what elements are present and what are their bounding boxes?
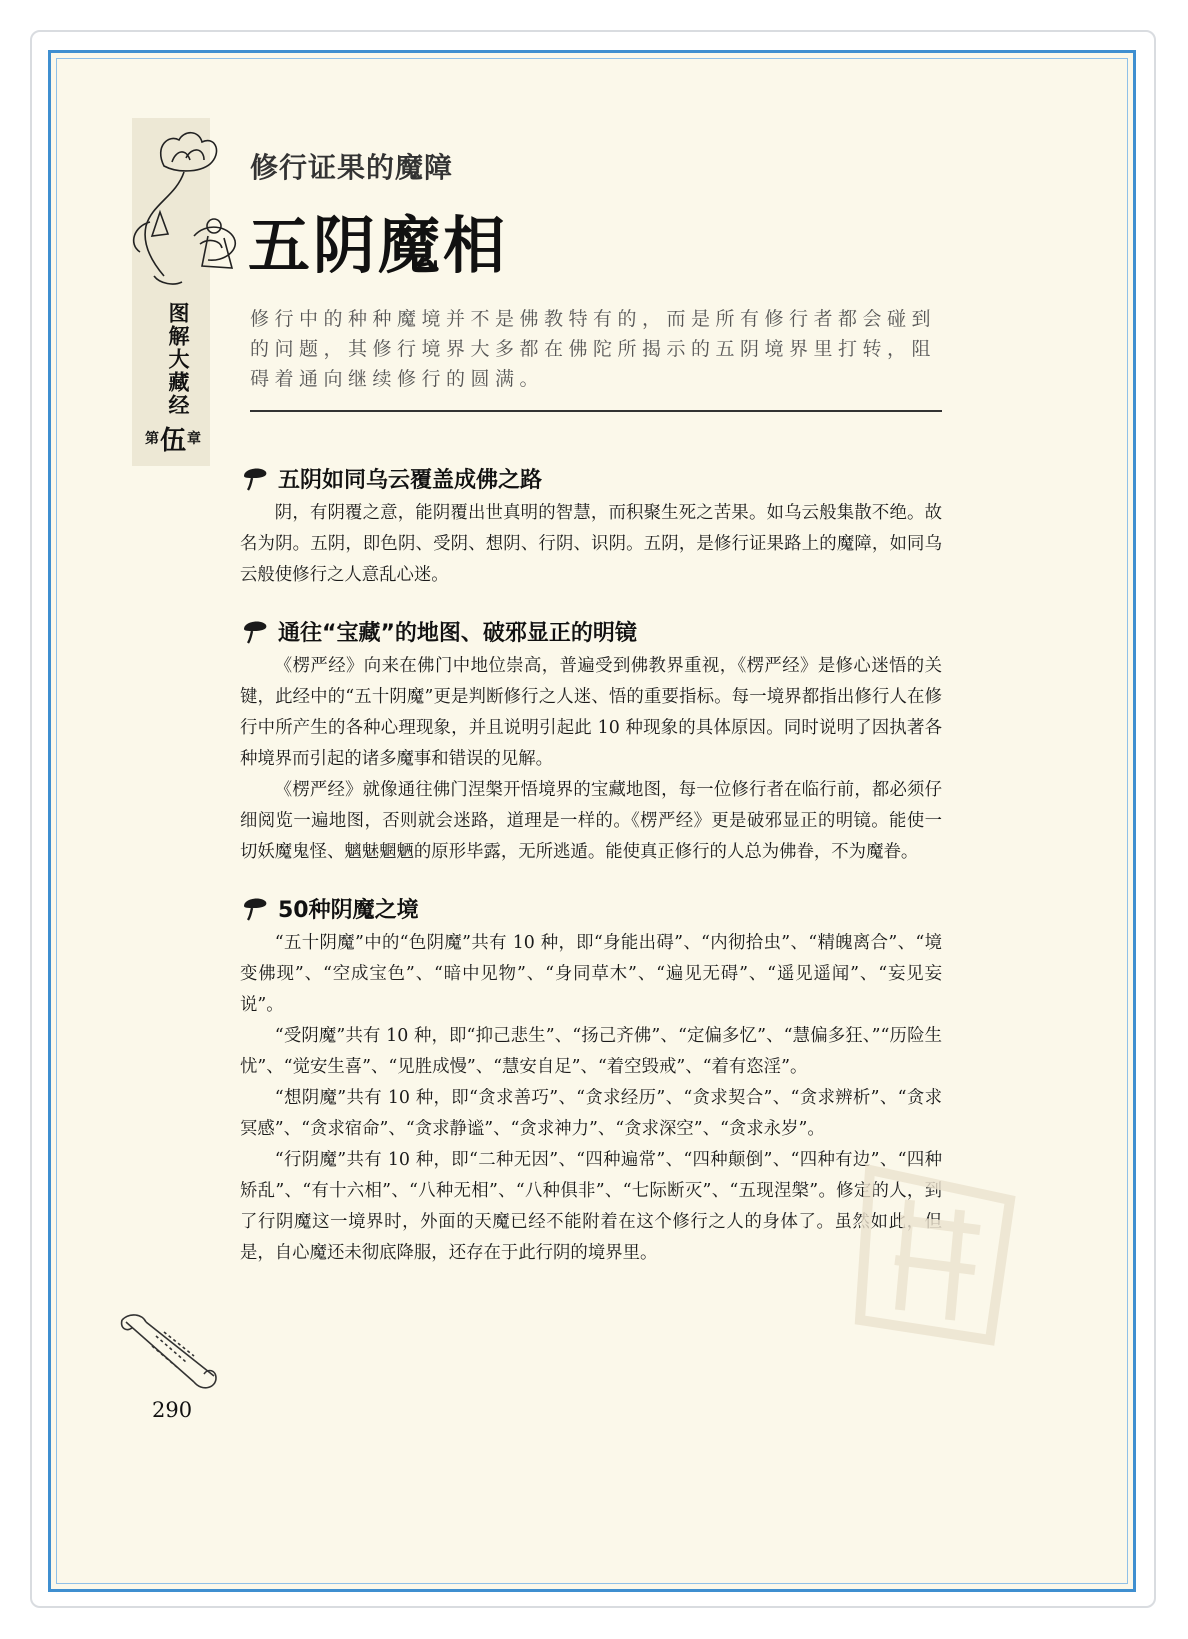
section-paragraph: 阴，有阴覆之意，能阴覆出世真明的智慧，而积聚生死之苦果。如乌云般集散不绝。故名为阴。五阴，即色阴、受阴、想阴、行阴、识阴。五阴，是修行证果路上的魔障，如同乌云般使修行之人意乱心迷。 — [240, 503, 942, 585]
chapter-suffix: 章 — [187, 431, 201, 447]
lotus-figure-illustration — [124, 126, 254, 296]
section-paragraph: “受阴魔”共有 10 种，即“抑己悲生”、“扬己齐佛”、“定偏多忆”、“慧偏多狂、”“历险生忧”、“觉安生喜”、“见胜成慢”、“慧安自足”、“着空毁戒”、“着有恣淫”。 — [240, 1026, 942, 1077]
section-heading-text: 通往“宝藏”的地图、破邪显正的明镜 — [278, 620, 637, 646]
section-paragraph: “想阴魔”共有 10 种，即“贪求善巧”、“贪求经历”、“贪求契合”、“贪求辨析”、“贪求冥感”、“贪求宿命”、“贪求静谧”、“贪求神力”、“贪求深空”、“贪求永岁”。 — [240, 1088, 942, 1139]
section-2 — [240, 611, 942, 868]
page-title: 五阴魔相 — [248, 209, 509, 282]
chapter-badge — [140, 420, 206, 456]
chapter-number: 伍 — [159, 425, 186, 456]
section-paragraph: 《楞严经》就像通往佛门涅槃开悟境界的宝藏地图，每一位修行者在临行前，都必须仔细阅览一遍地图，否则就会迷路，道理是一样的。《楞严经》更是破邪显正的明镜。能使一切妖魔鬼怪、魑魅魍魉的原形毕露，无所逃遁。能使真正修行的人总为佛眷，不为魔眷。 — [240, 780, 942, 862]
page-subtitle: 修行证果的魔障 — [250, 151, 454, 184]
divider — [250, 410, 942, 412]
mushroom-bullet-icon — [240, 894, 270, 922]
book-vertical-title: 图解大藏经 — [166, 302, 190, 417]
intro-paragraph: 修行中的种种魔境并不是佛教特有的，而是所有修行者都会碰到的问题，其修行境界大多都在佛陀所揭示的五阴境界里打转，阻碍着通向继续修行的圆满。 — [250, 308, 937, 390]
scroll-illustration — [116, 1306, 226, 1396]
mushroom-bullet-icon — [240, 617, 270, 645]
page-number: 290 — [152, 1398, 193, 1422]
section-heading — [240, 458, 942, 498]
section-heading-text: 五阴如同乌云覆盖成佛之路 — [278, 467, 543, 493]
mushroom-bullet-icon — [240, 464, 270, 492]
main-content — [240, 458, 942, 1289]
section-paragraph: “行阴魔”共有 10 种，即“二种无因”、“四种遍常”、“四种颠倒”、“四种有边”、“四种矫乱”、“有十六相”、“八种无相”、“八种俱非”、“七际断灭”、“五现涅槃”。修定的人，到了行阴魔这一境界时，外面的天魔已经不能附着在这个修行之人的身体了。虽然如此，但是，自心魔还未彻底降服，还存在于此行阴的境界里。 — [240, 1150, 942, 1263]
section-heading-text: 50种阴魔之境 — [278, 897, 419, 923]
section-paragraph: “五十阴魔”中的“色阴魔”共有 10 种，即“身能出碍”、“内彻拾虫”、“精魄离合”、“境变佛现”、“空成宝色”、“暗中见物”、“身同草木”、“遍见无碍”、“遥见遥闻”、“妄见妄说”。 — [240, 933, 942, 1015]
section-paragraph: 《楞严经》向来在佛门中地位崇高，普遍受到佛教界重视，《楞严经》是修心迷悟的关键，此经中的“五十阴魔”更是判断修行之人迷、悟的重要指标。每一境界都指出修行人在修行中所产生的各种心理现象，并且说明引起此 10 种现象的具体原因。同时说明了因执著各种境界而引起的诸多魔事和错误的见解。 — [240, 656, 942, 769]
section-heading — [240, 611, 942, 651]
faint-seal-watermark — [840, 1140, 1040, 1360]
section-1 — [240, 458, 942, 591]
chapter-prefix: 第 — [144, 431, 159, 447]
section-heading — [240, 888, 942, 928]
section-3 — [240, 888, 942, 1269]
